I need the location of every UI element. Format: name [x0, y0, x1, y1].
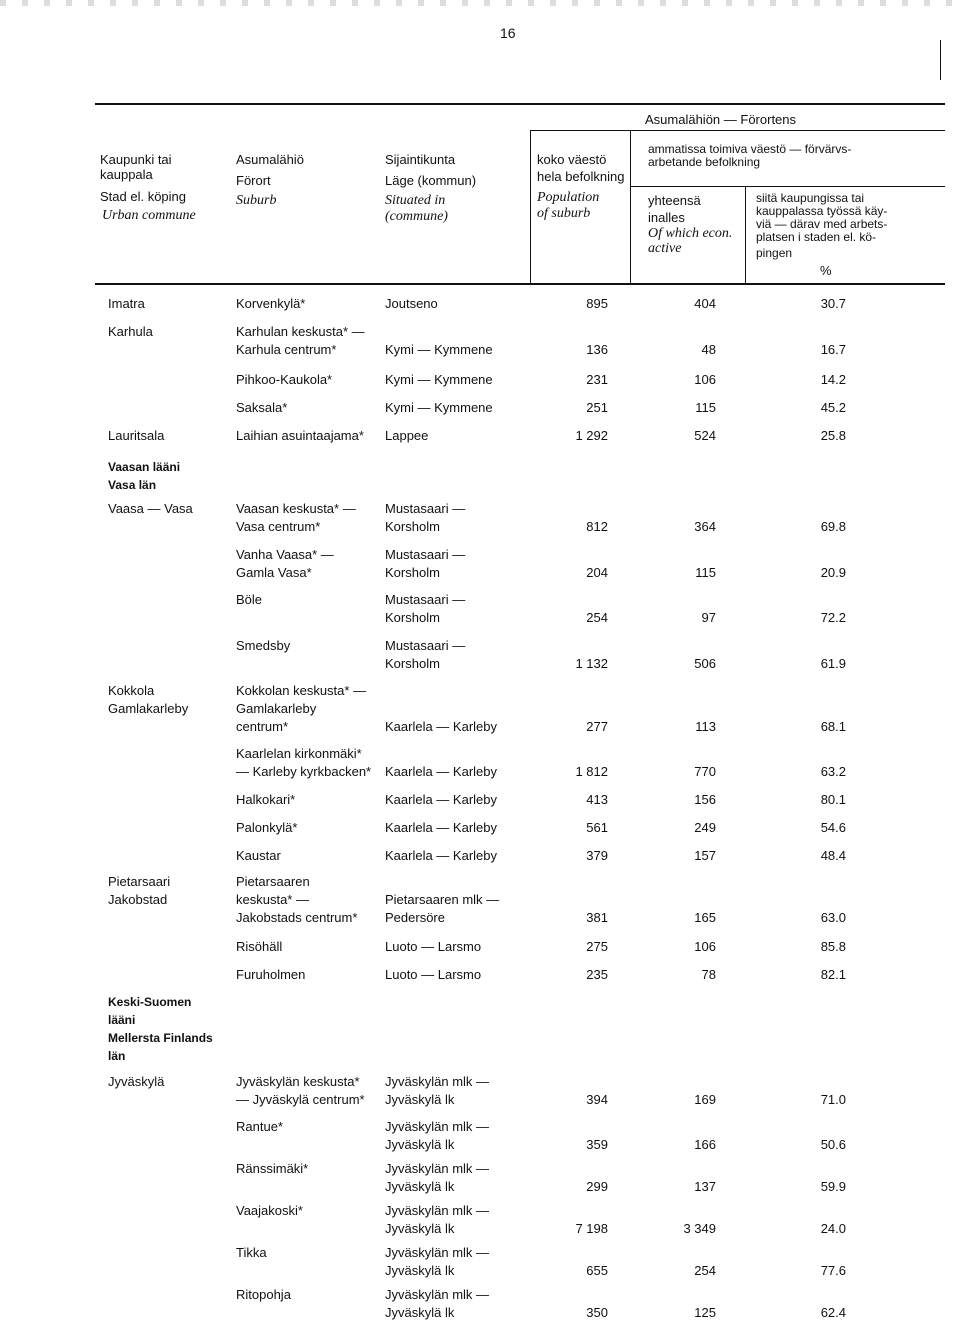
head-active-fi: yhteensä: [648, 193, 701, 208]
cell-econ-active: 249: [694, 820, 716, 835]
cell-population: 1 812: [575, 764, 608, 779]
cell-econ-active: 156: [694, 792, 716, 807]
edge-mark: [940, 40, 941, 80]
top-rule: [95, 103, 945, 105]
cell-suburb: Saksala*: [236, 400, 288, 415]
cell-suburb: Gamla Vasa*: [236, 565, 312, 580]
cell-population: 359: [586, 1137, 608, 1152]
head-active-sv: inalles: [648, 210, 685, 225]
cell-population: 251: [586, 400, 608, 415]
cell-city: Vaasa — Vasa: [108, 501, 193, 516]
scan-artifact: [0, 0, 960, 6]
cell-percent: 59.9: [820, 1179, 846, 1194]
cell-econ-active: 106: [694, 939, 716, 954]
cell-commune: Kaarlela — Karleby: [385, 719, 497, 734]
head-suburb-fi: Asumalähiö: [236, 152, 304, 167]
cell-population: 275: [586, 939, 608, 954]
cell-population: 394: [586, 1092, 608, 1107]
cell-econ-active: 78: [701, 967, 716, 982]
cell-city: Jakobstad: [108, 892, 168, 907]
cell-population: 812: [586, 519, 608, 534]
cell-percent: 50.6: [820, 1137, 846, 1152]
head-share-3: viä — därav med arbets-: [756, 217, 888, 231]
cell-commune: Joutseno: [385, 296, 438, 311]
cell-percent: 80.1: [820, 792, 846, 807]
cell-econ-active: 106: [694, 372, 716, 387]
province-heading: Vaasan lääni: [108, 460, 181, 474]
cell-suburb: Furuholmen: [236, 967, 306, 982]
cell-percent: 69.8: [820, 519, 846, 534]
head-commune-fi: Sijaintikunta: [385, 152, 456, 167]
cell-commune: Jyväskylän mlk —: [385, 1119, 490, 1134]
cell-population: 254: [586, 610, 608, 625]
head-pop-en2: of suburb: [537, 206, 591, 221]
cell-commune: Kaarlela — Karleby: [385, 792, 497, 807]
cell-econ-active: 506: [694, 656, 716, 671]
cell-econ-active: 3 349: [683, 1221, 716, 1236]
province-heading: Vasa län: [108, 478, 157, 492]
cell-percent: 63.2: [820, 764, 846, 779]
cell-city: Gamlakarleby: [108, 701, 189, 716]
cell-commune: Kymi — Kymmene: [385, 400, 493, 415]
cell-percent: 54.6: [820, 820, 846, 835]
cell-percent: 16.7: [820, 342, 846, 357]
cell-commune: Kymi — Kymmene: [385, 372, 493, 387]
cell-suburb: Pietarsaaren: [236, 874, 310, 889]
head-share-4: platsen i staden el. kö-: [756, 230, 877, 244]
cell-commune: Kaarlela — Karleby: [385, 820, 497, 835]
subgroup-rule: [630, 186, 945, 187]
cell-econ-active: 137: [694, 1179, 716, 1194]
col-divider-3: [745, 187, 746, 283]
head-active-group2: arbetande befolkning: [648, 155, 761, 169]
cell-percent: 45.2: [820, 400, 846, 415]
cell-percent: 63.0: [820, 910, 846, 925]
cell-suburb: Vaasan keskusta* —: [236, 501, 356, 516]
cell-suburb: Jyväskylän keskusta*: [236, 1074, 360, 1089]
cell-econ-active: 165: [694, 910, 716, 925]
head-commune-sv: Läge (kommun): [385, 173, 477, 188]
cell-commune: Korsholm: [385, 656, 440, 671]
province-heading: lääni: [108, 1013, 136, 1027]
cell-percent: 85.8: [820, 939, 846, 954]
cell-suburb: Kaustar: [236, 848, 281, 863]
head-share-2: kauppalassa työssä käy-: [756, 204, 888, 218]
cell-suburb: — Jyväskylä centrum*: [236, 1092, 365, 1107]
cell-commune: Jyväskylä lk: [385, 1092, 455, 1107]
cell-suburb: Tikka: [236, 1245, 267, 1260]
cell-population: 1 132: [575, 656, 608, 671]
cell-commune: Jyväskylän mlk —: [385, 1203, 490, 1218]
cell-commune: Jyväskylän mlk —: [385, 1245, 490, 1260]
cell-econ-active: 48: [701, 342, 716, 357]
head-pop-sv: hela befolkning: [537, 169, 625, 184]
cell-commune: Mustasaari —: [385, 592, 466, 607]
cell-commune: Luoto — Larsmo: [385, 939, 482, 954]
cell-suburb: Vanha Vaasa* —: [236, 547, 334, 562]
cell-percent: 61.9: [820, 656, 846, 671]
cell-suburb: Karhulan keskusta* —: [236, 324, 365, 339]
cell-population: 895: [586, 296, 608, 311]
cell-population: 235: [586, 967, 608, 982]
cell-city: Jyväskylä: [108, 1074, 165, 1089]
col-divider-1: [530, 130, 531, 283]
cell-suburb: Korvenkylä*: [236, 296, 306, 311]
cell-econ-active: 169: [694, 1092, 716, 1107]
cell-suburb: Jakobstads centrum*: [236, 910, 358, 925]
cell-commune: Mustasaari —: [385, 547, 466, 562]
group-title: Asumalähiön — Förortens: [645, 112, 797, 127]
cell-commune: Kaarlela — Karleby: [385, 848, 497, 863]
province-heading: län: [108, 1049, 126, 1063]
cell-percent: 14.2: [820, 372, 846, 387]
cell-suburb: Rantue*: [236, 1119, 283, 1134]
cell-suburb: Böle: [236, 592, 263, 607]
cell-econ-active: 254: [694, 1263, 716, 1278]
cell-population: 204: [586, 565, 608, 580]
cell-population: 299: [586, 1179, 608, 1194]
cell-econ-active: 115: [695, 400, 716, 415]
cell-commune: Pietarsaaren mlk —: [385, 892, 500, 907]
cell-percent: 25.8: [820, 428, 846, 443]
cell-city: Kokkola: [108, 683, 155, 698]
cell-population: 350: [586, 1305, 608, 1320]
cell-econ-active: 770: [694, 764, 716, 779]
cell-econ-active: 524: [694, 428, 716, 443]
cell-commune: Mustasaari —: [385, 638, 466, 653]
head-suburb-sv: Förort: [236, 173, 271, 188]
cell-commune: Luoto — Larsmo: [385, 967, 482, 982]
cell-commune: Jyväskylä lk: [385, 1221, 455, 1236]
header-bottom-rule: [95, 283, 945, 285]
head-city-en: Urban commune: [102, 208, 196, 223]
head-share-5: pingen: [756, 246, 793, 260]
head-suburb-en: Suburb: [236, 193, 277, 208]
cell-population: 413: [586, 792, 608, 807]
cell-econ-active: 97: [701, 610, 716, 625]
cell-econ-active: 166: [694, 1137, 716, 1152]
head-city-fi2: kauppala: [100, 167, 153, 182]
cell-commune: Mustasaari —: [385, 501, 466, 516]
province-heading: Mellersta Finlands: [108, 1031, 213, 1045]
head-pop-fi: koko väestö: [537, 152, 607, 167]
cell-percent: 62.4: [820, 1305, 846, 1320]
cell-suburb: Vasa centrum*: [236, 519, 321, 534]
cell-percent: 30.7: [820, 296, 846, 311]
head-pop-en: Population: [537, 190, 600, 205]
cell-suburb: keskusta* —: [236, 892, 309, 907]
cell-suburb: Vaajakoski*: [236, 1203, 303, 1218]
cell-commune: Jyväskylä lk: [385, 1137, 455, 1152]
cell-suburb: Laihian asuintaajama*: [236, 428, 364, 443]
col-divider-2: [630, 130, 631, 283]
head-commune-en: Situated in: [385, 193, 446, 208]
cell-city: Imatra: [108, 296, 145, 311]
cell-suburb: — Karleby kyrkbacken*: [236, 764, 372, 779]
cell-population: 561: [586, 820, 608, 835]
cell-population: 7 198: [575, 1221, 608, 1236]
cell-commune: Korsholm: [385, 565, 440, 580]
cell-commune: Pedersöre: [385, 910, 445, 925]
cell-suburb: Pihkoo-Kaukola*: [236, 372, 333, 387]
cell-commune: Jyväskylä lk: [385, 1263, 455, 1278]
head-city-fi: Kaupunki tai: [100, 152, 172, 167]
cell-commune: Lappee: [385, 428, 429, 443]
cell-suburb: Ränssimäki*: [236, 1161, 309, 1176]
cell-population: 136: [586, 342, 608, 357]
cell-suburb: Karhula centrum*: [236, 342, 337, 357]
cell-commune: Korsholm: [385, 610, 440, 625]
cell-population: 1 292: [575, 428, 608, 443]
cell-population: 381: [586, 910, 608, 925]
cell-percent: 20.9: [820, 565, 846, 580]
head-commune-en2: (commune): [385, 209, 448, 224]
province-heading: Keski-Suomen: [108, 995, 192, 1009]
cell-population: 277: [586, 719, 608, 734]
cell-commune: Kaarlela — Karleby: [385, 764, 497, 779]
cell-econ-active: 364: [694, 519, 716, 534]
cell-population: 231: [586, 372, 608, 387]
cell-percent: 68.1: [820, 719, 846, 734]
head-active-en2: active: [648, 241, 682, 256]
cell-population: 655: [586, 1263, 608, 1278]
cell-percent: 48.4: [820, 848, 846, 863]
cell-city: Karhula: [108, 324, 153, 339]
cell-commune: Jyväskylä lk: [385, 1305, 455, 1320]
head-percent: %: [820, 263, 832, 278]
cell-percent: 72.2: [820, 610, 846, 625]
cell-econ-active: 113: [695, 719, 716, 734]
cell-commune: Jyväskylän mlk —: [385, 1287, 490, 1302]
cell-suburb: Kokkolan keskusta* —: [236, 683, 367, 698]
head-share-1: siitä kaupungissa tai: [756, 191, 865, 205]
cell-suburb: Kaarlelan kirkonmäki*: [236, 746, 362, 761]
cell-commune: Kymi — Kymmene: [385, 342, 493, 357]
cell-econ-active: 125: [694, 1305, 716, 1320]
cell-percent: 24.0: [820, 1221, 846, 1236]
cell-percent: 82.1: [820, 967, 846, 982]
cell-econ-active: 404: [694, 296, 716, 311]
cell-econ-active: 115: [695, 565, 716, 580]
head-active-group: ammatissa toimiva väestö — förvärvs-: [648, 142, 852, 156]
cell-commune: Jyväskylä lk: [385, 1179, 455, 1194]
head-city-sv: Stad el. köping: [100, 189, 187, 204]
group-rule: [530, 130, 945, 131]
head-active-en: Of which econ.: [648, 226, 733, 241]
cell-city: Pietarsaari: [108, 874, 171, 889]
cell-suburb: Ritopohja: [236, 1287, 291, 1302]
cell-percent: 77.6: [820, 1263, 846, 1278]
cell-econ-active: 157: [694, 848, 716, 863]
page-number: 16: [500, 25, 516, 41]
cell-suburb: Halkokari*: [236, 792, 296, 807]
cell-commune: Jyväskylän mlk —: [385, 1161, 490, 1176]
cell-suburb: Palonkylä*: [236, 820, 298, 835]
cell-suburb: Smedsby: [236, 638, 291, 653]
cell-population: 379: [586, 848, 608, 863]
cell-suburb: centrum*: [236, 719, 289, 734]
cell-city: Lauritsala: [108, 428, 165, 443]
cell-suburb: Risöhäll: [236, 939, 283, 954]
cell-percent: 71.0: [820, 1092, 846, 1107]
cell-commune: Jyväskylän mlk —: [385, 1074, 490, 1089]
cell-suburb: Gamlakarleby: [236, 701, 317, 716]
cell-commune: Korsholm: [385, 519, 440, 534]
